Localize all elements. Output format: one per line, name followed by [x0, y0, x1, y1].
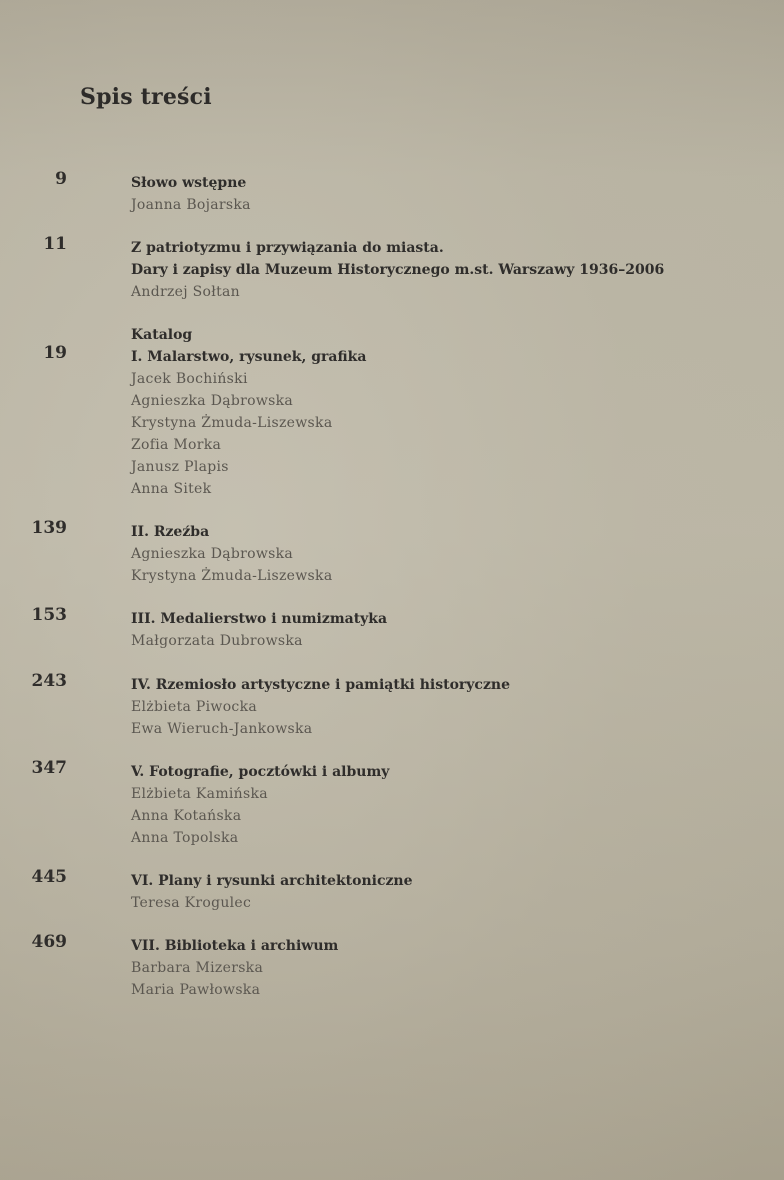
section-title: I. Malarstwo, rysunek, grafika — [131, 349, 367, 365]
entry-lines — [131, 237, 731, 303]
section-title: Katalog — [131, 327, 193, 343]
author-name: Andrzej Sołtan — [131, 284, 240, 300]
author-name: Agnieszka Dąbrowska — [131, 393, 294, 409]
author-name: Anna Kotańska — [131, 808, 242, 824]
section-title: III. Medalierstwo i numizmatyka — [131, 611, 388, 627]
author-name: Jacek Bochiński — [131, 371, 248, 387]
section-title: IV. Rzemiosło artystyczne i pamiątki historyczne — [131, 677, 510, 693]
entry-lines — [131, 761, 731, 849]
author-name: Krystyna Żmuda-Liszewska — [131, 568, 333, 584]
author-name: Janusz Plapis — [131, 459, 229, 475]
page-number: 139 — [31, 518, 67, 538]
section-title: II. Rzeźba — [131, 524, 210, 540]
page-number: 469 — [31, 932, 67, 952]
section-title: VI. Plany i rysunki architektoniczne — [131, 873, 413, 889]
author-name: Joanna Bojarska — [131, 197, 251, 213]
section-title: Słowo wstępne — [131, 175, 247, 191]
page-number: 153 — [31, 605, 67, 625]
page-number: 9 — [55, 169, 67, 189]
page-title: Spis treści — [80, 84, 212, 110]
author-name: Teresa Krogulec — [131, 895, 252, 911]
author-name: Barbara Mizerska — [131, 960, 264, 976]
entry-lines — [131, 521, 731, 587]
section-title: Z patriotyzmu i przywiązania do miasta. — [131, 240, 444, 256]
author-name: Agnieszka Dąbrowska — [131, 546, 294, 562]
author-name: Małgorzata Dubrowska — [131, 633, 303, 649]
author-name: Zofia Morka — [131, 437, 222, 453]
author-name: Elżbieta Kamińska — [131, 786, 268, 802]
entry-lines — [131, 324, 731, 346]
author-name: Anna Sitek — [131, 481, 212, 497]
page-number: 243 — [31, 671, 67, 691]
page-number: 19 — [43, 343, 67, 363]
entry-lines — [131, 346, 731, 500]
author-name: Maria Pawłowska — [131, 982, 261, 998]
entry-lines — [131, 172, 731, 216]
section-title: Dary i zapisy dla Muzeum Historycznego m.st. Warszawy 1936–2006 — [131, 262, 665, 278]
entry-lines — [131, 935, 731, 1001]
entry-lines — [131, 608, 731, 652]
author-name: Ewa Wieruch-Jankowska — [131, 721, 313, 737]
page-number: 445 — [31, 867, 67, 887]
author-name: Elżbieta Piwocka — [131, 699, 258, 715]
author-name: Krystyna Żmuda-Liszewska — [131, 415, 333, 431]
page-number: 347 — [31, 758, 67, 778]
entry-lines — [131, 870, 731, 914]
section-title: V. Fotografie, pocztówki i albumy — [131, 764, 390, 780]
page-number: 11 — [43, 234, 67, 254]
entry-lines — [131, 674, 731, 740]
author-name: Anna Topolska — [131, 830, 239, 846]
section-title: VII. Biblioteka i archiwum — [131, 938, 339, 954]
